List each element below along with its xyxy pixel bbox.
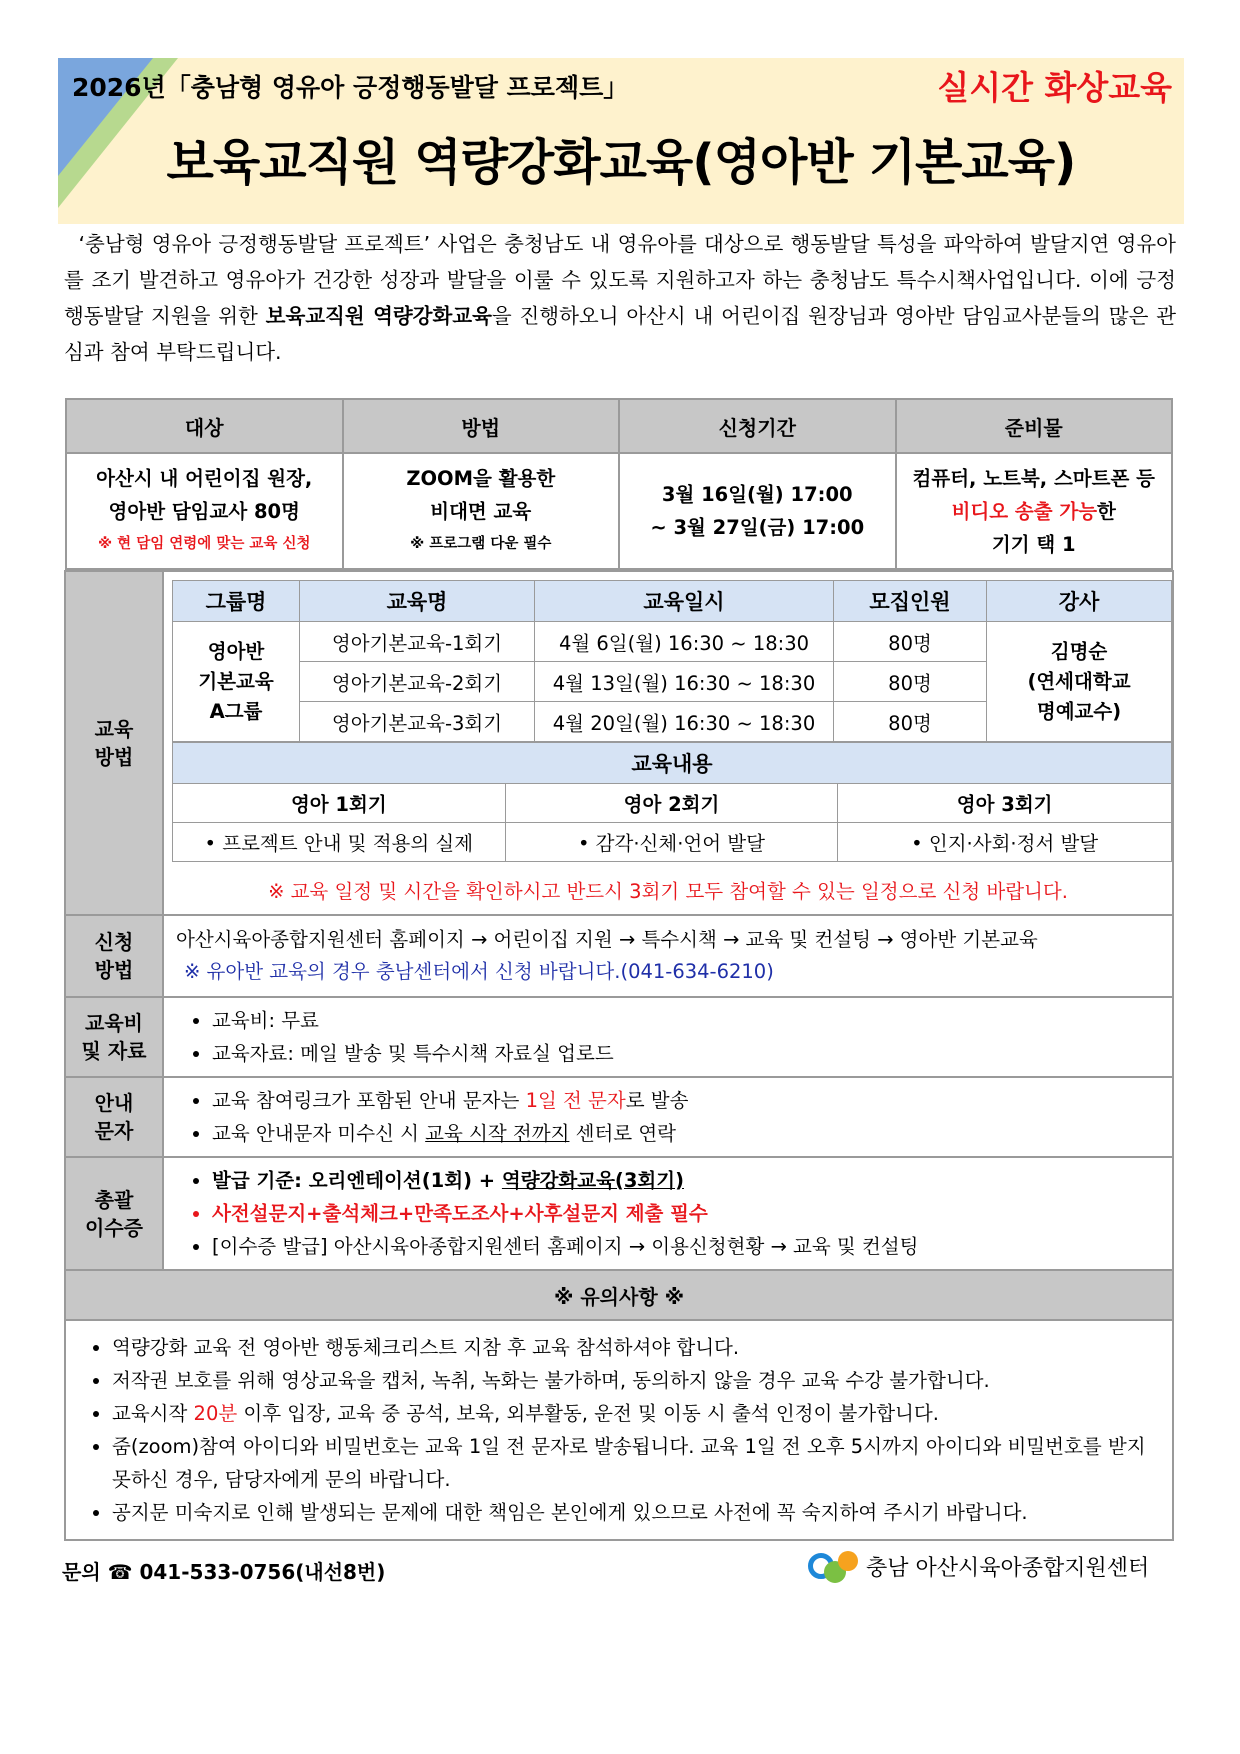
project-subtitle: 2026년「충남형 영유아 긍정행동발달 프로젝트」 [72, 73, 629, 102]
apply-label: 신청 방법 [65, 915, 163, 997]
apply-cell [163, 915, 1173, 997]
org-signature [808, 1549, 1149, 1583]
education-method-label: 교육 방법 [65, 571, 163, 915]
method-cell: ZOOM을 활용한 비대면 교육 ※ 프로그램 다운 필수 [343, 453, 620, 569]
fee-label: 교육비 및 자료 [65, 997, 163, 1077]
cert-cell [163, 1157, 1173, 1270]
fee-cell [163, 997, 1173, 1077]
session-count: 80명 [834, 622, 987, 662]
notice-item: • 저작권 보호를 위해 영상교육을 캡처, 녹취, 녹화는 불가하며, 동의하지 않을 경우 교육 수강 불가합니다. [112, 1364, 1160, 1397]
header-target: 대상 [66, 399, 343, 453]
session-count: 80명 [834, 702, 987, 742]
sms-item: • 교육 안내문자 미수신 시 교육 시작 전까지 센터로 연락 [212, 1117, 1160, 1150]
prep-red-text: 비디오 송출 가능 [951, 499, 1098, 523]
contact-info: 문의 ☎ 041-533-0756(내선8번) [62, 1560, 386, 1584]
title-banner [58, 58, 1184, 224]
cert-label: 총괄 이수증 [65, 1157, 163, 1270]
apply-note: ※ 유아반 교육의 경우 충남센터에서 신청 바랍니다.(041-634-6210) [184, 960, 774, 983]
session-date: 4월 13일(월) 16:30 ~ 18:30 [535, 662, 834, 702]
content-table [172, 742, 1172, 862]
session-name: 영아기본교육-3회기 [300, 702, 535, 742]
period-cell: 3월 16일(월) 17:00 ~ 3월 27일(금) 17:00 [619, 453, 896, 569]
notice-item: • 줌(zoom)참여 아이디와 비밀번호는 교육 1일 전 문자로 발송됩니다. 교육 1일 전 오후 5시까지 아이디와 비밀번호를 받지 못하신 경우, 담당자에게 문의 바랍니다. [112, 1430, 1160, 1496]
content-header: 교육내용 [173, 743, 1172, 784]
instructor: 김명순 (연세대학교 명예교수) [987, 622, 1172, 742]
session-name: 영아기본교육-1회기 [300, 622, 535, 662]
content-col-3: 영아 3회기 [838, 784, 1172, 823]
col-instructor: 강사 [987, 581, 1172, 622]
header-prep: 준비물 [896, 399, 1173, 453]
notice-header: ※ 유의사항 ※ [65, 1270, 1173, 1320]
col-course: 교육명 [300, 581, 535, 622]
target-cell: 아산시 내 어린이집 원장, 영아반 담임교사 80명 ※ 현 담임 연령에 맞는 교육 신청 [66, 453, 343, 569]
schedule-note: ※ 교육 일정 및 시간을 확인하시고 반드시 3회기 모두 참여할 수 있는 일정으로 신청 바랍니다. [268, 880, 1068, 903]
sms-item: • 교육 참여링크가 포함된 안내 문자는 1일 전 문자로 발송 [212, 1084, 1160, 1117]
fee-item: • 교육비: 무료 [212, 1004, 1160, 1037]
session-name: 영아기본교육-2회기 [300, 662, 535, 702]
live-education-label: 실시간 화상교육 [937, 68, 1172, 107]
education-method-cell [163, 571, 1173, 915]
overview-table [65, 398, 1173, 570]
session-date: 4월 20일(월) 16:30 ~ 18:30 [535, 702, 834, 742]
info-table [64, 398, 1174, 1541]
notice-item: • 역량강화 교육 전 영아반 행동체크리스트 지참 후 교육 참석하셔야 합니다. [112, 1331, 1160, 1364]
org-name: 충남 아산시육아종합지원센터 [866, 1555, 1150, 1581]
sms-cell [163, 1077, 1173, 1157]
col-group: 그룹명 [173, 581, 300, 622]
col-capacity: 모집인원 [834, 581, 987, 622]
header-period: 신청기간 [619, 399, 896, 453]
col-datetime: 교육일시 [535, 581, 834, 622]
content-item: • 인지·사회·정서 발달 [838, 823, 1172, 862]
notice-cell [65, 1320, 1173, 1540]
cert-item-required: • 사전설문지+출석체크+만족도조사+사후설문지 제출 필수 [212, 1197, 1160, 1230]
content-item: • 프로젝트 안내 및 적용의 실제 [173, 823, 506, 862]
intro-bold: 보육교직원 역량강화교육 [265, 304, 492, 328]
apply-path: 아산시육아종합지원센터 홈페이지 → 어린이집 지원 → 특수시책 → 교육 및 컨설팅 → 영아반 기본교육 [176, 928, 1038, 951]
prep-cell: 컴퓨터, 노트북, 스마트폰 등 비디오 송출 가능한 기기 택 1 [896, 453, 1173, 569]
intro-paragraph: ‘충남형 영유아 긍정행동발달 프로젝트’ 사업은 충청남도 내 영유아를 대상으로 행동발달 특성을 파악하여 발달지연 영유아를 조기 발견하고 영유아가 건강한 성장과 발달을 이룰 수 있도록 지원하고자 하는 충청남도 특수시책사업입니다. 이에 긍정행동발달 지원을 위한 보육교직원 역량강화교육을 진행하오니 아산시 내 어린이집 원장님과 영아반 담임교사분들의 많은 관심과 참여 부탁드립니다. [64, 232, 1176, 364]
target-note: ※ 현 담임 연령에 맞는 교육 신청 [98, 535, 311, 552]
schedule-table [172, 580, 1172, 742]
notice-item: • 공지문 미숙지로 인해 발생되는 문제에 대한 책임은 본인에게 있으므로 사전에 꼭 숙지하여 주시기 바랍니다. [112, 1496, 1160, 1529]
content-col-1: 영아 1회기 [173, 784, 506, 823]
notice-item: • 교육시작 20분 이후 입장, 교육 중 공석, 보육, 외부활동, 운전 및 이동 시 출석 인정이 불가합니다. [112, 1397, 1160, 1430]
sms-label: 안내 문자 [65, 1077, 163, 1157]
center-logo-icon [808, 1549, 860, 1583]
method-note: ※ 프로그램 다운 필수 [410, 535, 552, 552]
cert-item: • [이수증 발급] 아산시육아종합지원센터 홈페이지 → 이용신청현황 → 교육 및 컨설팅 [212, 1230, 1160, 1263]
group-name: 영아반 기본교육 A그룹 [173, 622, 300, 742]
page-title: 보육교직원 역량강화교육(영아반 기본교육) [166, 134, 1076, 191]
session-date: 4월 6일(월) 16:30 ~ 18:30 [535, 622, 834, 662]
fee-item: • 교육자료: 메일 발송 및 특수시책 자료실 업로드 [212, 1037, 1160, 1070]
cert-item: • 발급 기준: 오리엔테이션(1회) + 역량강화교육(3회기) [212, 1164, 1160, 1197]
content-item: • 감각·신체·언어 발달 [505, 823, 838, 862]
session-count: 80명 [834, 662, 987, 702]
header-method: 방법 [343, 399, 620, 453]
content-col-2: 영아 2회기 [505, 784, 838, 823]
